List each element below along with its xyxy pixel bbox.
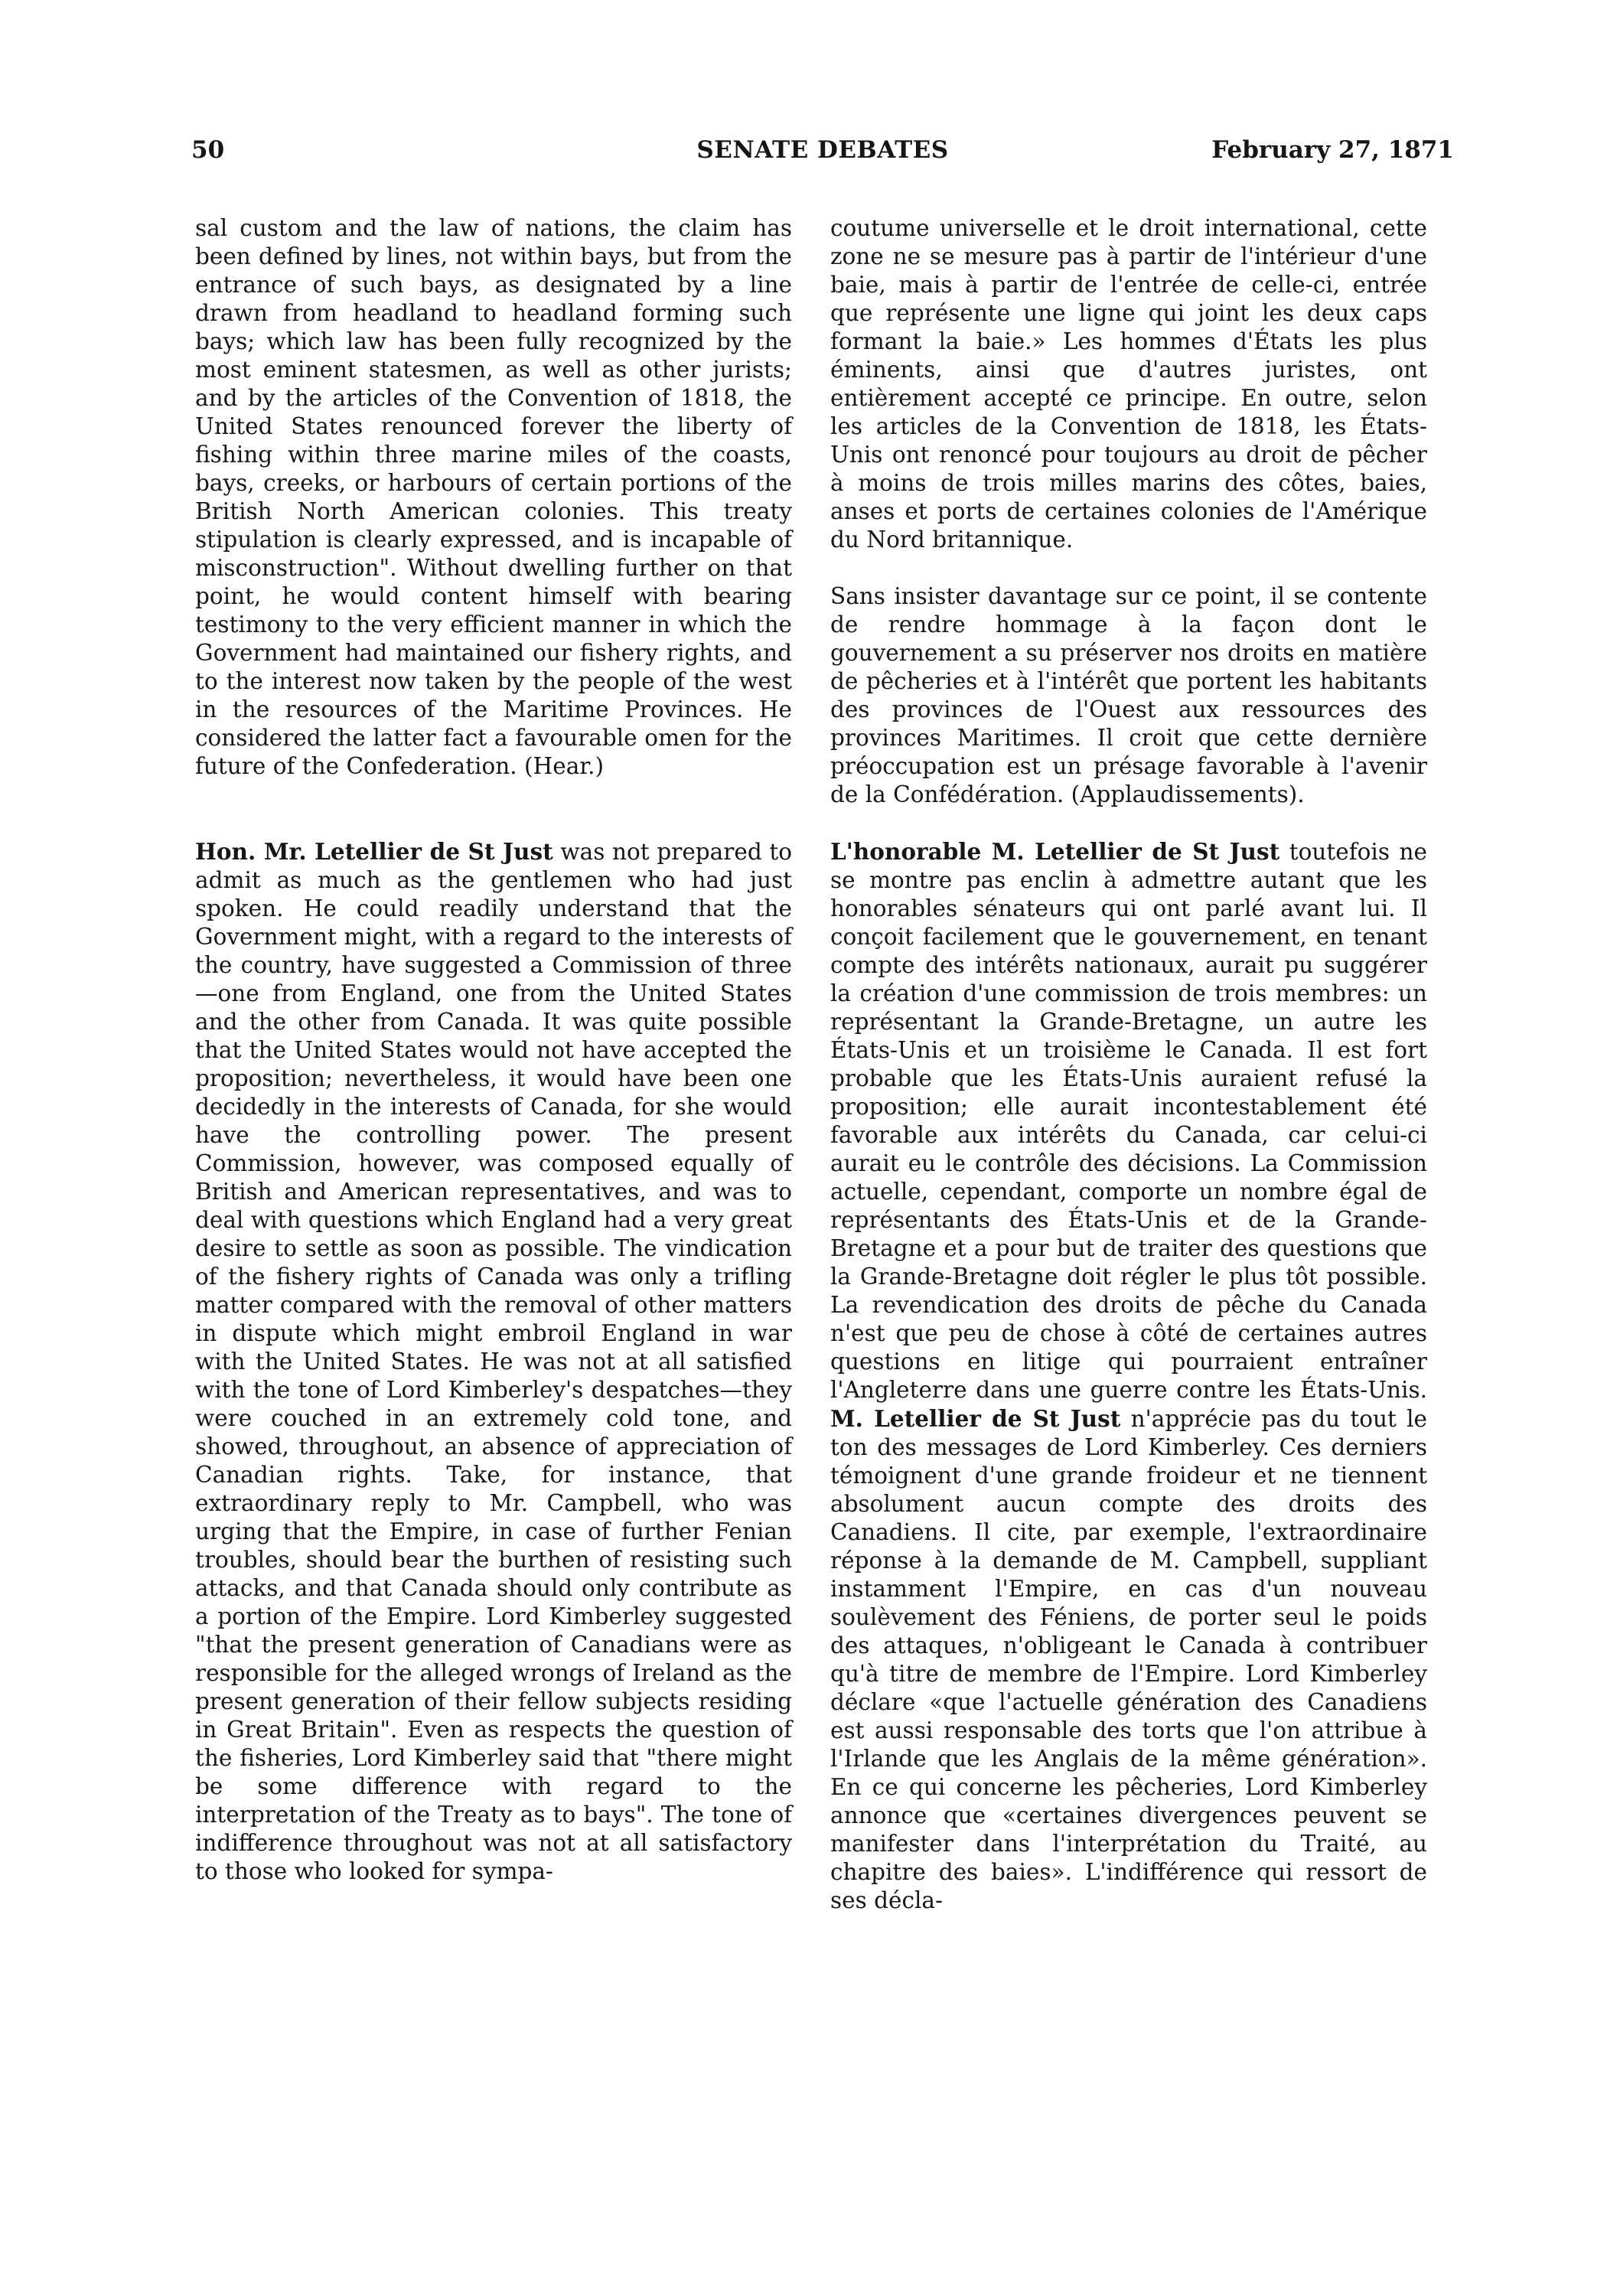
english-column <box>195 214 792 1886</box>
speaker-name-repeat: M. Letellier de St Just <box>830 1405 1121 1432</box>
page-header <box>191 136 1454 174</box>
speaker-name: Hon. Mr. Letellier de St Just <box>195 838 553 865</box>
speaker-name: L'honorable M. Letellier de St Just <box>830 838 1280 865</box>
french-paragraph-3-text-a: toutefois ne se montre pas enclin à admettre autant que les honorables sénateurs qui ont parlé avant lui. Il conçoit facilement que le gouvernement, en tenant compte des intérêts nationaux, aurait pu suggérer la création d'une commission de trois membres: un représentant la Grande-Bretagne, un autre les États-Unis et un troisième le Canada. Il est fort probable que les États-Unis auraient refusé la proposition; elle aurait incontestablement été favorable aux intérêts du Canada, car celui-ci aurait eu le contrôle des décisions. La Commission actuelle, cependant, comporte un nombre égal de représentants des États-Unis et de la Grande-Bretagne et a pour but de traiter des questions que la Grande-Bretagne doit régler le plus tôt possible. La revendication des droits de pêche du Canada n'est que peu de chose à côté de certaines autres questions en litige qui pourraient entraîner l'Angleterre dans une guerre contre les États-Unis. <box>830 839 1427 1403</box>
french-paragraph-3 <box>830 837 1427 1915</box>
french-paragraph-1: coutume universelle et le droit international, cette zone ne se mesure pas à partir de l'intérieur d'une baie, mais à partir de l'entrée de celle-ci, entrée que représente une ligne qui joint les deux caps formant la baie.» Les hommes d'États les plus éminents, ainsi que d'autres juristes, ont entièrement accepté ce principe. En outre, selon les articles de la Convention de 1818, les États-Unis ont renoncé pour toujours au droit de pêcher à moins de trois milles marins des côtes, baies, anses et ports de certaines colonies de l'Amérique du Nord britannique. <box>830 215 1427 553</box>
page-number: 50 <box>191 136 225 164</box>
running-title: SENATE DEBATES <box>696 136 949 164</box>
english-paragraph-1: sal custom and the law of nations, the claim has been defined by lines, not within bays, but from the entrance of such bays, as designated by a line drawn from headland to headland forming such bays; which law has been fully recognized by the most eminent statesmen, as well as other jurists; and by the articles of the Convention of 1818, the United States renounced forever the liberty of fishing within three marine miles of the coasts, bays, creeks, or harbours of certain portions of the British North American colonies. This treaty stipulation is clearly expressed, and is incapable of misconstruction". Without dwelling further on that point, he would content himself with bearing testimony to the very efficient manner in which the Government had maintained our fishery rights, and to the interest now taken by the people of the west in the resources of the Maritime Provinces. He considered the latter fact a favourable omen for the future of the Confederation. (Hear.) <box>195 215 792 779</box>
header-date: February 27, 1871 <box>1211 136 1454 164</box>
french-paragraph-2: Sans insister davantage sur ce point, il se contente de rendre hommage à la façon dont le gouvernement a su préserver nos droits en matière de pêcheries et à l'intérêt que portent les habitants des provinces de l'Ouest aux ressources des provinces Maritimes. Il croit que cette dernière préoccupation est un présage favorable à l'avenir de la Confédération. (Applaudissements). <box>830 583 1427 807</box>
french-paragraph-3-text-b: n'apprécie pas du tout le ton des messages de Lord Kimberley. Ces derniers témoignent d'une grande froideur et ne tiennent absolument aucun compte des droits des Canadiens. Il cite, par exemple, l'extraordinaire réponse à la demande de M. Campbell, suppliant instamment l'Empire, en cas d'un nouveau soulèvement des Féniens, de porter seul le poids des attaques, n'obligeant le Canada à contribuer qu'à titre de membre de l'Empire. Lord Kimberley déclare «que l'actuelle génération des Canadiens est aussi responsable des torts que l'on attribue à l'Irlande que les Anglais de la même génération». En ce qui concerne les pêcheries, Lord Kimberley annonce que «certaines divergences peuvent se manifester dans l'interprétation du Traité, au chapitre des baies». L'indifférence qui ressort de ses décla- <box>830 1406 1427 1913</box>
english-paragraph-2-text: was not prepared to admit as much as the gentlemen who had just spoken. He could readily understand that the Government might, with a regard to the interests of the country, have suggested a Commission of three—one from England, one from the United States and the other from Canada. It was quite possible that the United States would not have accepted the proposition; nevertheless, it would have been one decidedly in the interests of Canada, for she would have the controlling power. The present Commission, however, was composed equally of British and American representatives, and was to deal with questions which England had a very great desire to settle as soon as possible. The vindication of the fishery rights of Canada was only a trifling matter compared with the removal of other matters in dispute which might embroil England in war with the United States. He was not at all satisfied with the tone of Lord Kimberley's despatches—they were couched in an extremely cold tone, and showed, throughout, an absence of appreciation of Canadian rights. Take, for instance, that extraordinary reply to Mr. Campbell, who was urging that the Empire, in case of further Fenian troubles, should bear the burthen of resisting such attacks, and that Canada should only contribute as a portion of the Empire. Lord Kimberley suggested "that the present generation of Canadians were as responsible for the alleged wrongs of Ireland as the present generation of their fellow subjects residing in Great Britain". Even as respects the question of the fisheries, Lord Kimberley said that "there might be some difference with regard to the interpretation of the Treaty as to bays". The tone of indifference throughout was not at all satisfactory to those who looked for sympa- <box>195 839 792 1884</box>
english-paragraph-2 <box>195 837 792 1886</box>
french-column <box>830 214 1427 1915</box>
